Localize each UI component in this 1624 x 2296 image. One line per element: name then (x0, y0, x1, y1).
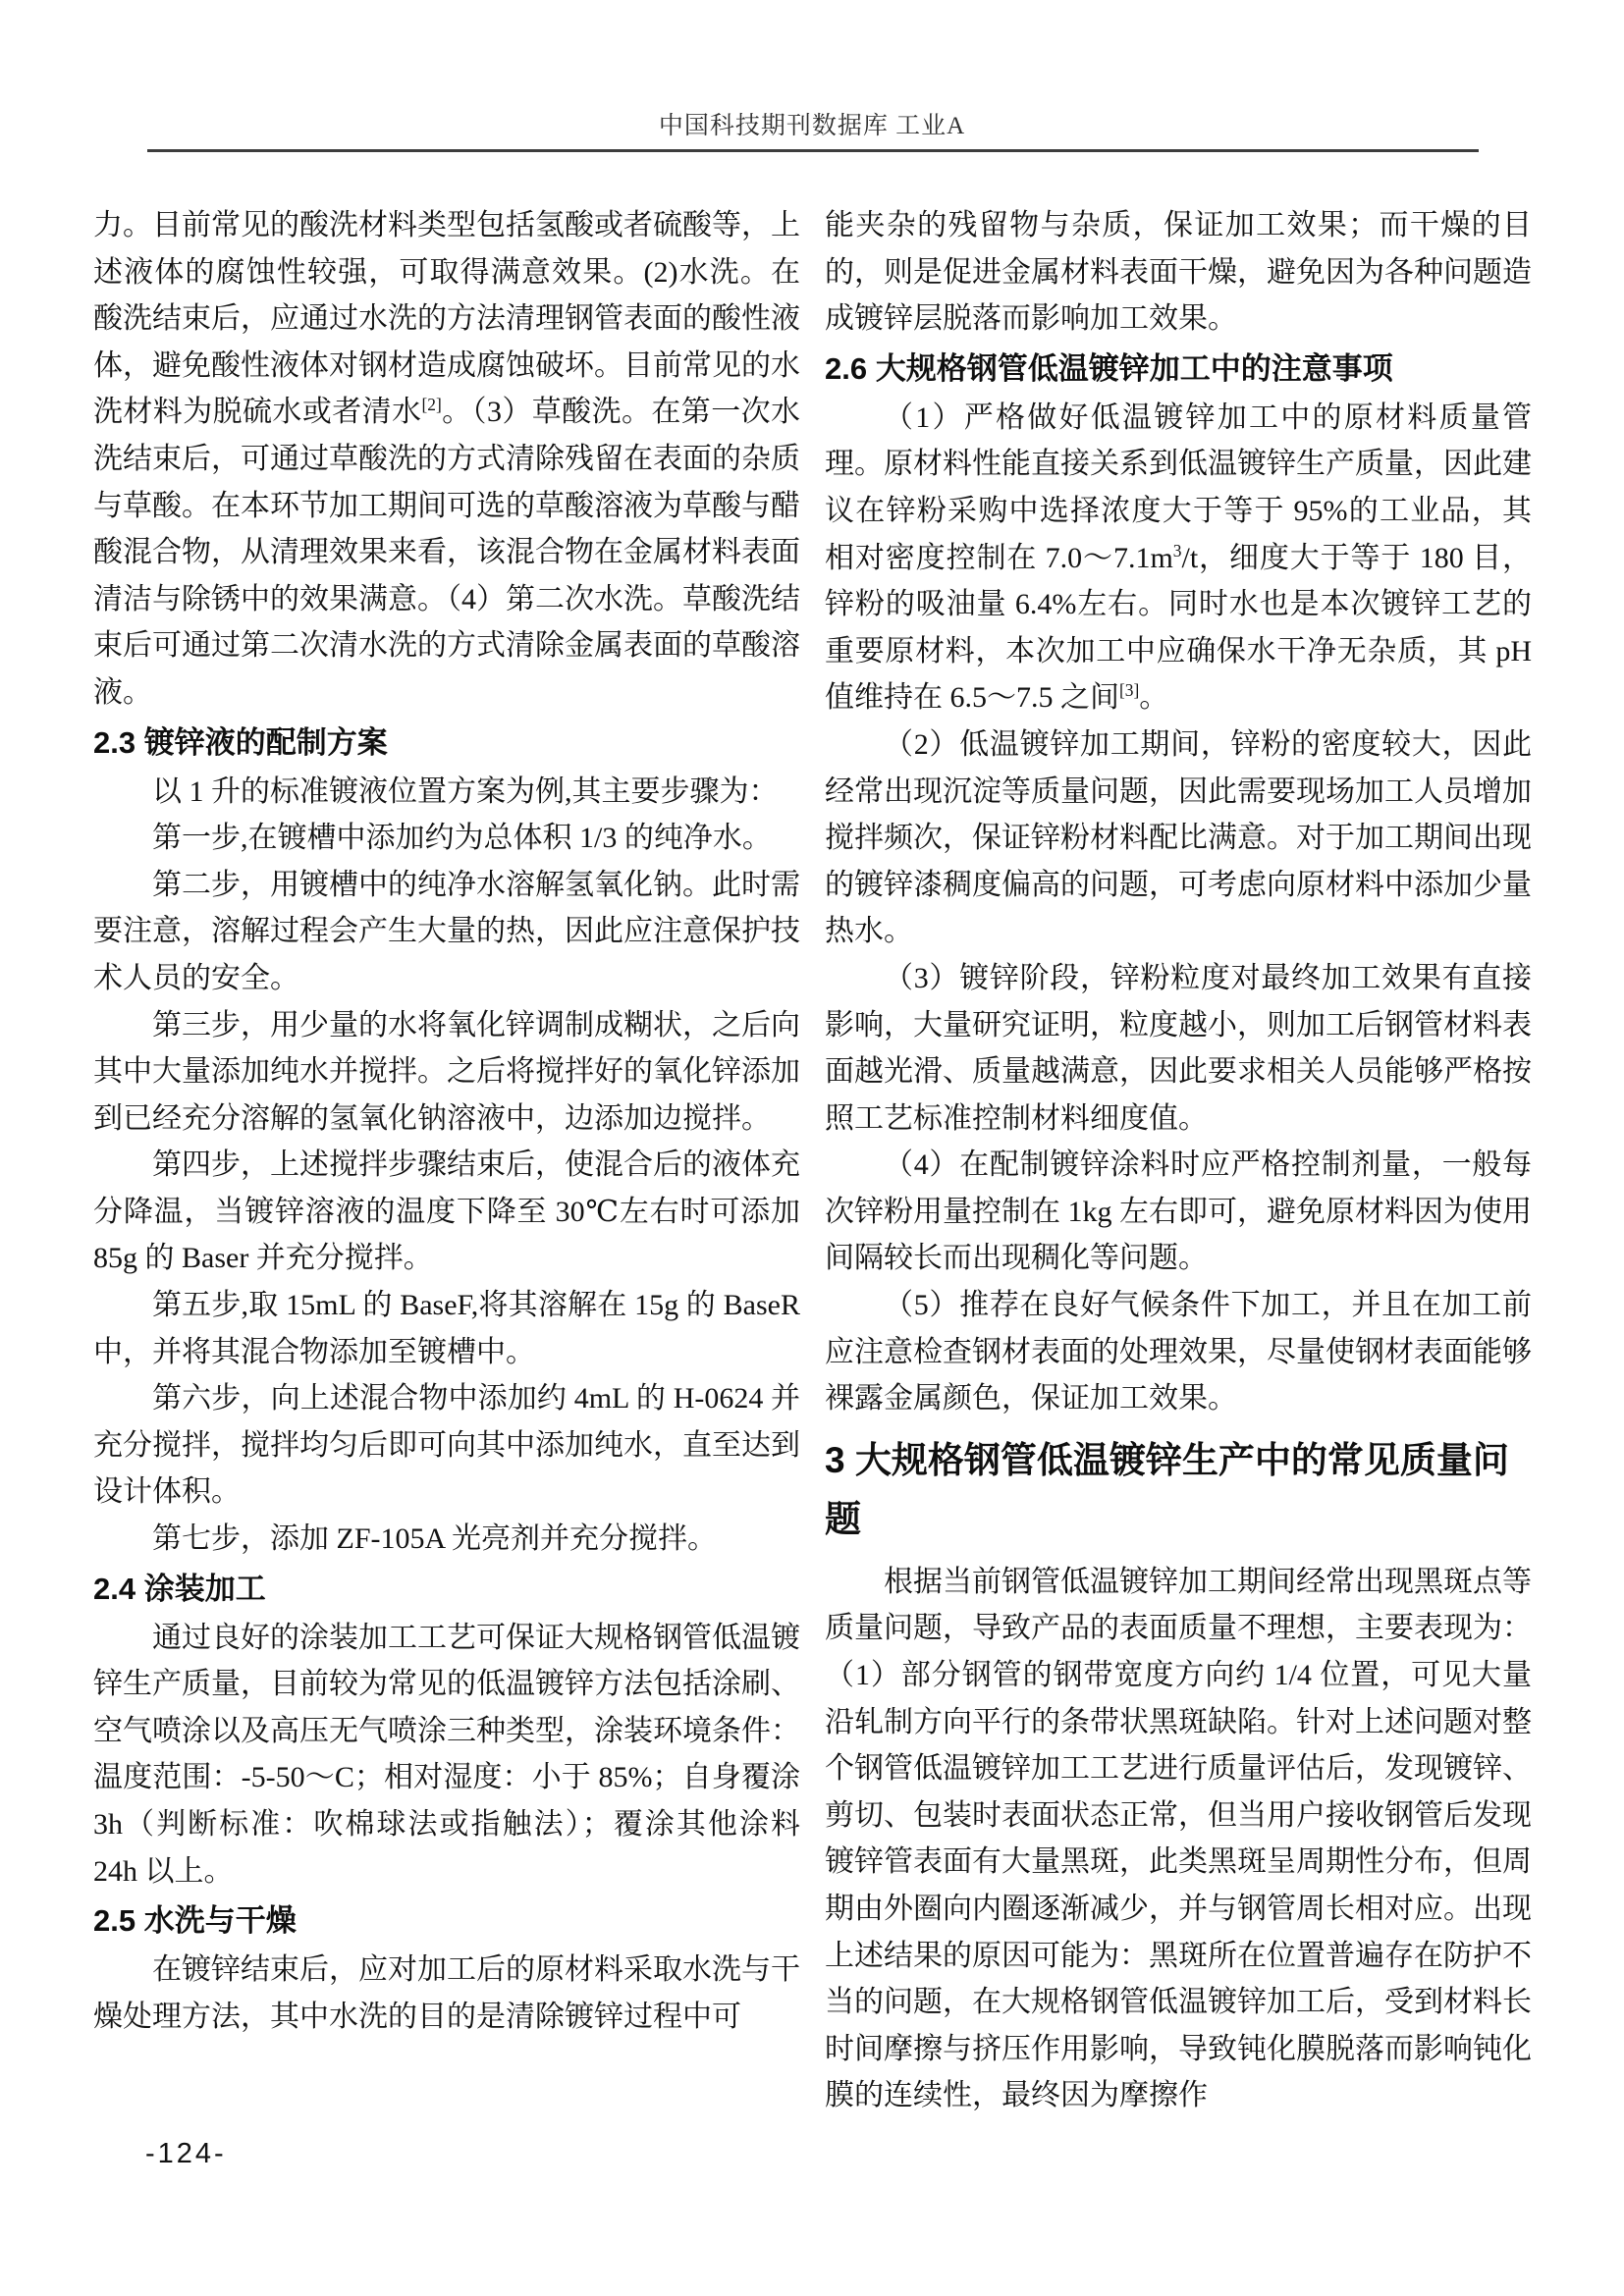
paragraph (93, 1615, 800, 1896)
text-run: 通过良好的涂装加工工艺可保证大规格钢管低温镀锌生产质量，目前较为常见的低温镀锌方法包括涂刷、空气喷涂以及高压无气喷涂三种类型，涂装环境条件：温度范围：-5-50～C；相对湿度：小于 85%；自身覆涂 3h（判断标准：吹棉球法或指触法）；覆涂其他涂料 24h 以上。 (93, 1621, 800, 1888)
text-run: 。 (1139, 681, 1169, 715)
journal-header: 中国科技期刊数据库 工业A (658, 113, 966, 139)
paragraph (825, 202, 1532, 343)
text-run: 2.4 涂装加工 (93, 1571, 266, 1606)
text-run: 2.3 镀锌液的配制方案 (93, 724, 388, 760)
text-run: 第七步，添加 ZF-105A 光亮剂并充分搅拌。 (152, 1522, 718, 1556)
paragraph (825, 721, 1532, 955)
paragraph (825, 1142, 1532, 1282)
page-number: -124- (145, 2138, 227, 2169)
page-body (93, 202, 1532, 2119)
paragraph (825, 1282, 1532, 1422)
text-run: 第五步,取 15mL 的 BaseF,将其溶解在 15g 的 BaseR 中，并将其混合物添加至镀槽中。 (93, 1289, 800, 1368)
text-run: 2.6 大规格钢管低温镀锌加工中的注意事项 (825, 350, 1393, 386)
paragraph (93, 1142, 800, 1282)
paragraph (93, 1375, 800, 1516)
text-run: 根据当前钢管低温镀锌加工期间经常出现黑斑点等质量问题，导致产品的表面质量不理想，主要表现为：（1）部分钢管的钢带宽度方向约 1/4 位置，可见大量沿轧制方向平行的条带状黑斑缺陷。针对上述问题对整个钢管低温镀锌加工工艺进行质量评估后，发现镀锌、剪切、包装时表面状态正常，但当用户接收钢管后发现镀锌管表面有大量黑斑，此类黑斑呈周期性分布，但周期由外圈向内圈逐渐减少，并与钢管周长相对应。出现上述结果的原因可能为：黑斑所在位置普遍存在防护不当的问题，在大规格钢管低温镀锌加工后，受到材料长时间摩擦与挤压作用影响，导致钝化膜脱落而影响钝化膜的连续性，最终因为摩擦作 (825, 1565, 1532, 2112)
right-column (825, 202, 1532, 2119)
text-run: 2.5 水洗与干燥 (93, 1903, 297, 1939)
paragraph (93, 815, 800, 862)
paragraph (825, 955, 1532, 1142)
paragraph (93, 769, 800, 816)
text-run: 以 1 升的标准镀液位置方案为例,其主要步骤为： (152, 774, 779, 808)
paragraph (825, 1559, 1532, 2119)
paragraph (93, 1002, 800, 1143)
superscript-reference: [2] (421, 395, 442, 415)
superscript-reference: [3] (1119, 680, 1140, 701)
text-run: 第四步，上述搅拌步骤结束后，使混合后的液体充分降温，当镀锌溶液的温度下降至 30℃左右时可添加 85g 的 Baser 并充分搅拌。 (93, 1148, 800, 1275)
paragraph (93, 202, 800, 717)
header-rule (147, 149, 1479, 152)
text-run: 在镀锌结束后，应对加工后的原材料采取水洗与干燥处理方法，其中水洗的目的是清除镀锌过程中可 (93, 1953, 800, 2033)
text-run: （5）推荐在良好气候条件下加工，并且在加工前应注意检查钢材表面的处理效果，尽量使钢材表面能够裸露金属颜色，保证加工效果。 (825, 1289, 1532, 1415)
superscript-reference: 3 (1172, 540, 1182, 561)
text-run: /t，细度大于等于 180 目，锌粉的吸油量 6.4%左右。同时水也是本次镀锌工艺的重要原材料，本次加工中应确保水干净无杂质，其 pH 值维持在 6.5～7.5 之间 (825, 541, 1532, 715)
section-heading (93, 720, 800, 767)
text-run: （2）低温镀锌加工期间，锌粉的密度较大，因此经常出现沉淀等质量问题，因此需要现场加工人员增加搅拌频次，保证锌粉材料配比满意。对于加工期间出现的镀锌漆稠度偏高的问题，可考虑向原材料中添加少量热水。 (825, 727, 1532, 948)
paragraph (93, 1516, 800, 1563)
paragraph (93, 1947, 800, 2040)
paragraph (93, 862, 800, 1002)
text-run: 第三步，用少量的水将氧化锌调制成糊状，之后向其中大量添加纯水并搅拌。之后将搅拌好的氧化锌添加到已经充分溶解的氢氧化钠溶液中，边添加边搅拌。 (93, 1008, 800, 1135)
text-run: （1）严格做好低温镀锌加工中的原材料质量管理。原材料性能直接关系到低温镀锌生产质量，因此建议在锌粉采购中选择浓度大于等于 95%的工业品，其相对密度控制在 7.0～7.1m (825, 400, 1532, 574)
text-run: 第六步，向上述混合物中添加约 4mL 的 H-0624 并充分搅拌，搅拌均匀后即可向其中添加纯水，直至达到设计体积。 (93, 1382, 800, 1509)
text-run: （4）在配制镀锌涂料时应严格控制剂量，一般每次锌粉用量控制在 1kg 左右即可，避免原材料因为使用间隔较长而出现稠化等问题。 (825, 1148, 1532, 1275)
text-run: 第二步，用镀槽中的纯净水溶解氢氧化钠。此时需要注意，溶解过程会产生大量的热，因此应注意保护技术人员的安全。 (93, 868, 800, 994)
text-run: 。（3）草酸洗。在第一次水洗结束后，可通过草酸洗的方式清除残留在表面的杂质与草酸。在本环节加工期间可选的草酸溶液为草酸与醋酸混合物，从清理效果来看，该混合物在金属材料表面清洁与除锈中的效果满意。（4）第二次水洗。草酸洗结束后可通过第二次清水洗的方式清除金属表面的草酸溶液。 (93, 396, 801, 709)
paragraph (93, 1282, 800, 1375)
text-run: 能夹杂的残留物与杂质，保证加工效果；而干燥的目的，则是促进金属材料表面干燥，避免因为各种问题造成镀锌层脱落而影响加工效果。 (825, 209, 1532, 336)
section-heading (93, 1566, 800, 1613)
paragraph (825, 395, 1532, 721)
left-column (93, 202, 800, 2119)
text-run: 力。目前常见的酸洗材料类型包括氢酸或者硫酸等，上述液体的腐蚀性较强，可取得满意效果。(2)水洗。在酸洗结束后，应通过水洗的方法清理钢管表面的酸性液体，避免酸性液体对钢材造成腐蚀破坏。目前常见的水洗材料为脱硫水或者清水 (93, 209, 800, 429)
section-heading (93, 1897, 800, 1945)
text-run: 第一步,在镀槽中添加约为总体积 1/3 的纯净水。 (152, 822, 772, 855)
section-heading (825, 1431, 1532, 1549)
section-heading (825, 346, 1532, 393)
text-run: 3 大规格钢管低温镀锌生产中的常见质量问题 (825, 1439, 1509, 1539)
text-run: （3）镀锌阶段，锌粉粒度对最终加工效果有直接影响，大量研究证明，粒度越小，则加工后钢管材料表面越光滑、质量越满意，因此要求相关人员能够严格按照工艺标准控制材料细度值。 (825, 961, 1532, 1135)
